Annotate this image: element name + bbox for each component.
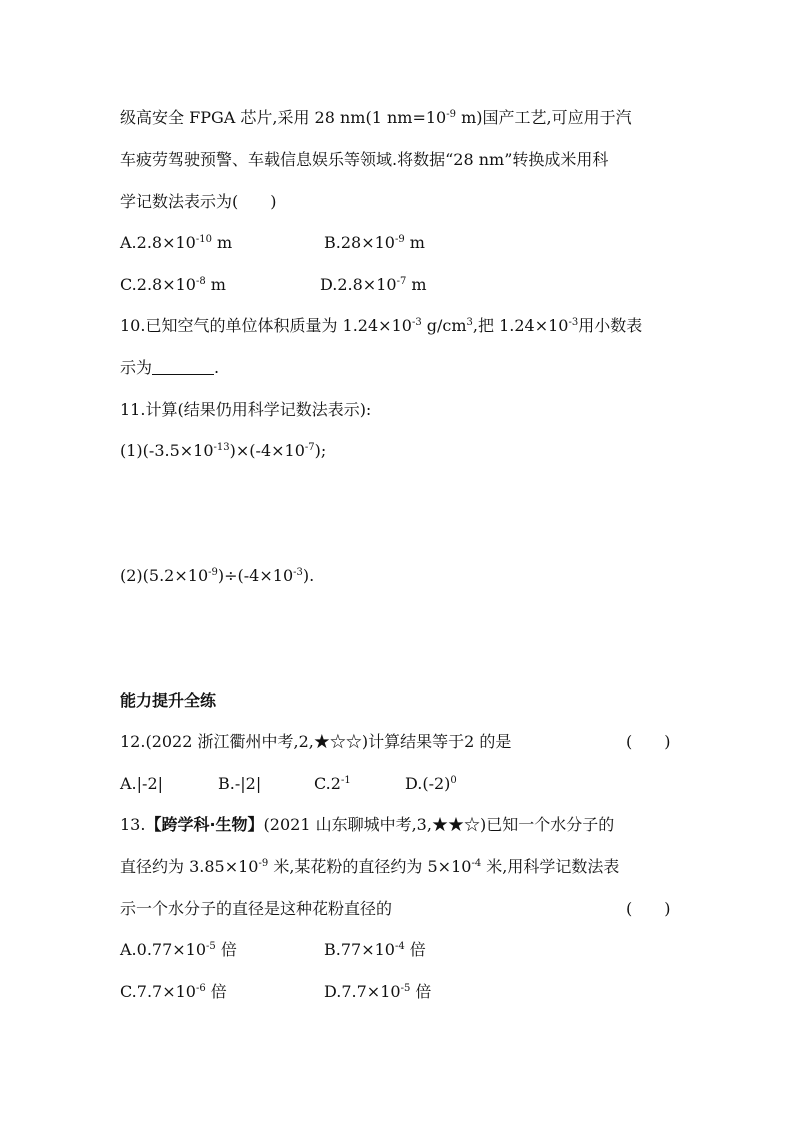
q9-option-c: $C.2.8\times 10^{-8}$ m (120, 275, 226, 294)
answer-blank[interactable] (152, 360, 214, 375)
q9-line-3: 学记数法表示为( ) (120, 192, 277, 211)
q9-option-d: $D.2.8\times 10^{-7}$ m (320, 275, 427, 294)
q13-answer-paren: ( ) (626, 899, 671, 918)
q13-line-1: 13.【跨学科·生物】(2021 山东聊城中考,3,★★☆)已知一个水分子的 (120, 815, 615, 834)
q9-line-2: 车疲劳驾驶预警、车载信息娱乐等领域.将数据“28 nm”转换成米用科 (120, 150, 609, 169)
q12-answer-paren: ( ) (626, 732, 671, 751)
q13-subject-tag: 【跨学科·生物】 (145, 815, 264, 834)
q11-part-2: $(2)(5.2\times 10^{-9})\div(-4\times 10^{-3})$. (120, 566, 315, 585)
q13-option-c: $C.7.7\times 10^{-6}$ 倍 (120, 982, 227, 1001)
q12-stem: 12.(2022 浙江衢州中考,2,★☆☆)计算结果等于2 的是 (120, 732, 512, 751)
q12-option-d: $D.(-2)^0$ (405, 774, 457, 793)
q13-option-a: $A.0.77\times 10^{-5}$ 倍 (120, 940, 237, 959)
q12-option-c: $C.2^{-1}$ (314, 774, 351, 793)
q9-line-1: 级高安全 FPGA 芯片,采用 28 nm(1 $nm=10^{-9}$ m)国产工艺,可应用于汽 (120, 108, 632, 127)
q10-line-1: 10.已知空气的单位体积质量为 $1.24\times 10^{-3}$ $g/cm^3$,把 $1.24\times 10^{-3}$用小数表 (120, 316, 643, 335)
q9-option-b: $B.28\times 10^{-9}$ m (324, 233, 425, 252)
section-heading: 能力提升全练 (120, 691, 217, 710)
q10-line-2: 示为 . (120, 358, 220, 377)
q11-title: 11.计算(结果仍用科学记数法表示): (120, 400, 372, 419)
q13-line-2: 直径约为 $3.85\times 10^{-9}$ 米,某花粉的直径约为 $5\times 10^{-4}$ 米,用科学记数法表 (120, 857, 620, 876)
q13-option-d: $D.7.7\times 10^{-5}$ 倍 (324, 982, 432, 1001)
q12-option-b: B.-|2| (218, 774, 262, 793)
q13-line-3: 示一个水分子的直径是这种花粉直径的 (120, 899, 393, 918)
q13-option-b: $B.77\times 10^{-4}$ 倍 (324, 940, 426, 959)
q9-option-a: $A.2.8\times 10^{-10}$ m (120, 233, 233, 252)
q11-part-1: $(1)(-3.5\times 10^{-13})\times(-4\times 10^{-7})$; (120, 441, 327, 460)
q12-option-a: A.|-2| (120, 774, 164, 793)
